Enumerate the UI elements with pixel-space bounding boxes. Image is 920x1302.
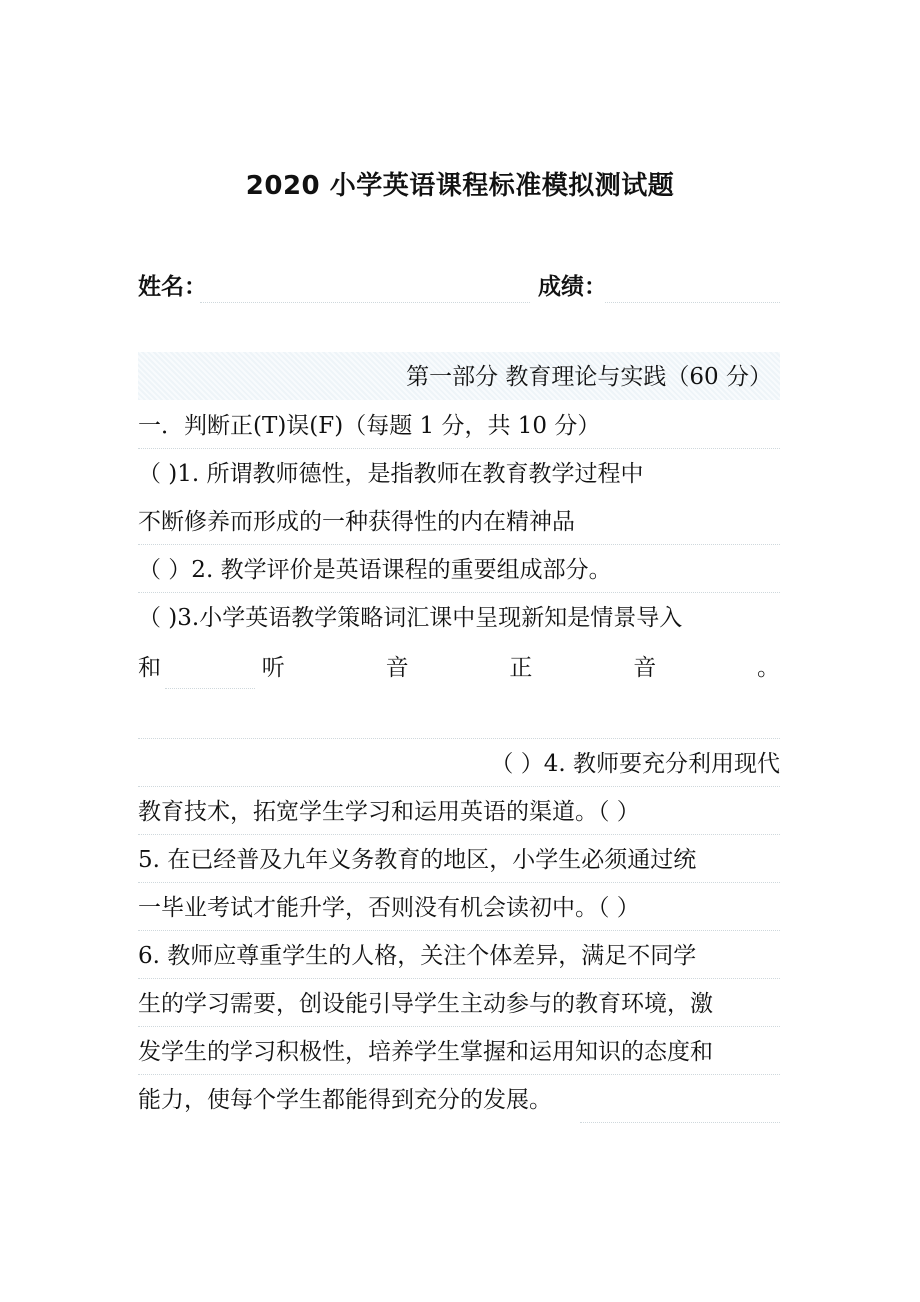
q2-line: （ ）2. 教学评价是英语课程的重要组成部分。 (138, 557, 612, 583)
q1-line2: 不断修养而形成的一种获得性的内在精神品 (138, 509, 575, 535)
q4-line1: （ ）4. 教师要充分利用现代 (490, 751, 780, 777)
q6-line4: 能力，使每个学生都能得到充分的发展。 (138, 1087, 552, 1113)
rule-line (138, 930, 780, 931)
name-underline (200, 302, 530, 303)
rule-line (138, 1074, 780, 1075)
page-title: 2020 小学英语课程标准模拟测试题 (245, 171, 675, 201)
rule-line (138, 1026, 780, 1027)
q3-spaced-line (138, 653, 780, 683)
part1-heading: 第一部分 教育理论与实践（60 分） (406, 364, 772, 390)
rule-line (138, 834, 780, 835)
blank-underline (165, 688, 255, 689)
q3-char: 听 (261, 655, 285, 681)
rule-line (138, 448, 780, 449)
q3-char: 音 (633, 655, 657, 681)
rule-line (138, 544, 780, 545)
rule-line (138, 592, 780, 593)
rule-line (138, 882, 780, 883)
q3-char: 和 (138, 655, 161, 681)
question-section-heading: 一．判断正(T)误(F)（每题 1 分，共 10 分） (138, 413, 601, 439)
q5-line1: 5. 在已经普及九年义务教育的地区，小学生必须通过统 (138, 847, 697, 873)
name-label: 姓名： (138, 274, 207, 300)
q3-char: 。 (756, 655, 780, 681)
q6-line2: 生的学习需要，创设能引导学生主动参与的教育环境，激 (138, 991, 713, 1017)
rule-line (138, 786, 780, 787)
q1-line1: （ )1. 所谓教师德性，是指教师在教育教学过程中 (138, 461, 644, 487)
score-label: 成绩： (538, 274, 607, 300)
q3-char: 音 (385, 655, 409, 681)
rule-line (138, 978, 780, 979)
score-underline (605, 302, 780, 303)
rule-line (580, 1122, 780, 1123)
q3-char: 正 (509, 655, 533, 681)
rule-line (138, 738, 780, 739)
q5-line2: 一毕业考试才能升学，否则没有机会读初中。（ ） (138, 895, 640, 921)
q6-line1: 6. 教师应尊重学生的人格，关注个体差异，满足不同学 (138, 943, 697, 969)
q4-line2: 教育技术，拓宽学生学习和运用英语的渠道。（ ） (138, 799, 640, 825)
q3-line1: （ )3.小学英语教学策略词汇课中呈现新知是情景导入 (138, 605, 683, 631)
q6-line3: 发学生的学习积极性，培养学生掌握和运用知识的态度和 (138, 1039, 713, 1065)
